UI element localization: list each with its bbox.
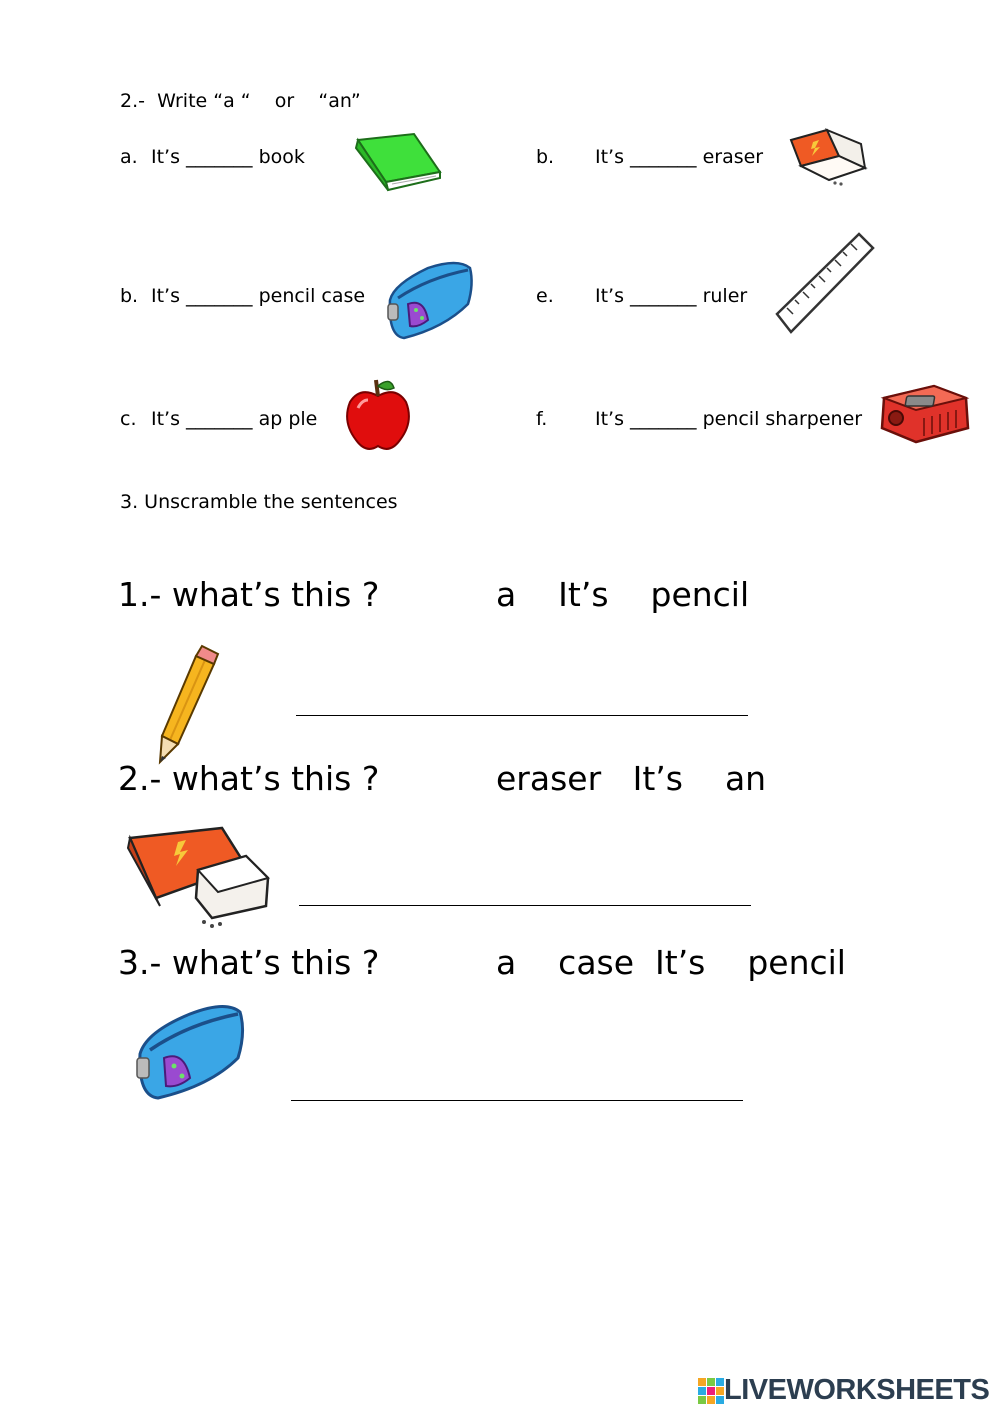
item-f-letter: f. <box>536 408 548 430</box>
item-e-letter: e. <box>536 285 554 307</box>
apple-icon <box>344 374 414 454</box>
brand-name: LIVEWORKSHEETS <box>724 1374 990 1406</box>
pencil-icon <box>156 646 222 764</box>
question-2: 2.- what’s this ? <box>118 759 380 798</box>
question-3: 3.- what’s this ? <box>118 943 380 982</box>
ruler-icon <box>773 232 877 336</box>
item-b2-prompt: It’s _______ pencil case <box>151 285 366 307</box>
eraser-icon <box>126 826 272 930</box>
question-1: 1.- what’s this ? <box>118 575 380 614</box>
liveworksheets-logo <box>698 1376 989 1405</box>
item-a-prompt: It’s _______ book <box>151 146 305 168</box>
pencil-case-icon <box>384 258 476 342</box>
item-c-prompt: It’s _______ ap ple <box>151 408 318 430</box>
answer-line-2[interactable] <box>299 905 751 906</box>
item-b-prompt: It’s _______ eraser <box>595 146 764 168</box>
pencil-sharpener-icon <box>878 378 970 446</box>
section-3-title: 3. Unscramble the sentences <box>120 491 398 513</box>
scramble-3: a case It’s pencil <box>496 943 846 982</box>
answer-line-1[interactable] <box>296 715 748 716</box>
logo-icon <box>698 1378 724 1404</box>
scramble-2: eraser It’s an <box>496 759 767 798</box>
item-e-prompt: It’s _______ ruler <box>595 285 748 307</box>
item-c-letter: c. <box>120 408 137 430</box>
scramble-1: a It’s pencil <box>496 575 750 614</box>
item-b2-letter: b. <box>120 285 139 307</box>
pencil-case-icon <box>134 1000 246 1102</box>
eraser-icon <box>787 126 869 186</box>
book-icon <box>350 132 445 194</box>
answer-line-3[interactable] <box>291 1100 743 1101</box>
item-f-prompt: It’s _______ pencil sharpener <box>595 408 863 430</box>
section-2-title: 2.- Write “a “ or “an” <box>120 90 361 112</box>
item-b-letter: b. <box>536 146 555 168</box>
item-a-letter: a. <box>120 146 138 168</box>
